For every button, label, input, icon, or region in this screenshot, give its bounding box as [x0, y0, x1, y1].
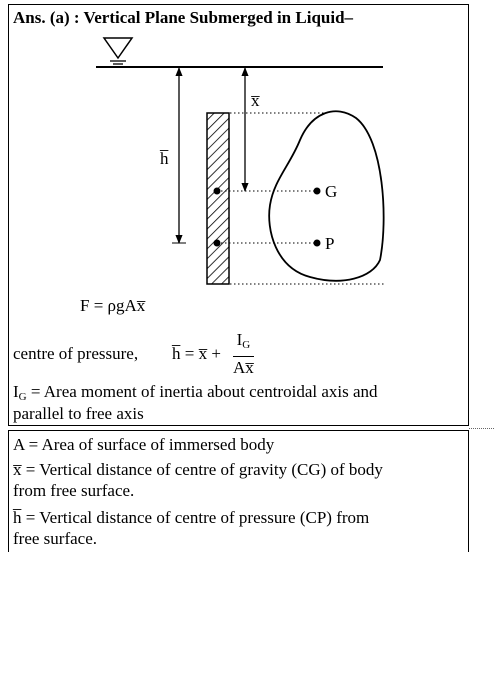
force-lhs: F = — [80, 296, 104, 315]
cp-fraction-denominator: Ax̅ — [233, 358, 254, 377]
definition-h-line2: free surface. — [13, 529, 97, 548]
cp-formula-fraction — [233, 330, 254, 378]
cp-fraction-numerator: $I_G$ — [233, 330, 254, 357]
centroid-g-label: G — [325, 182, 338, 201]
answer-title: Ans. (a) : Vertical Plane Submerged in Liquid– — [13, 8, 354, 27]
definition-a: A = Area of surface of immersed body — [13, 435, 275, 454]
plate-centroid-dot — [214, 188, 221, 195]
definition-x-line2: from free surface. — [13, 481, 135, 500]
definition-h-line1: h̅ = Vertical distance of centre of pressure (CP) from — [13, 508, 370, 527]
force-rhs: ρgAx̅ — [107, 296, 146, 315]
xbar-label: x̅ — [251, 91, 260, 110]
free-surface-symbol-icon — [104, 38, 132, 67]
ig-definition-line1: $I_G$ = Area moment of inertia about centroidal axis and — [13, 382, 378, 403]
centroid-g-dot — [314, 188, 321, 195]
hbar-label: h̅ — [160, 149, 169, 168]
ig-definition-line2: parallel to free axis — [13, 404, 144, 423]
cp-formula-lhs: h̅ = x̅ + — [172, 344, 221, 363]
definition-x-line1: x̅ = Vertical distance of centre of gravity (CG) of body — [13, 460, 383, 479]
pressure-centre-p-dot — [314, 240, 321, 247]
plate-side-view — [207, 113, 229, 284]
cp-formula-label: centre of pressure, — [13, 344, 139, 363]
pressure-centre-p-label: P — [325, 234, 335, 253]
force-formula — [80, 296, 145, 316]
plate-cp-dot — [214, 240, 221, 247]
page-divider — [469, 428, 494, 429]
